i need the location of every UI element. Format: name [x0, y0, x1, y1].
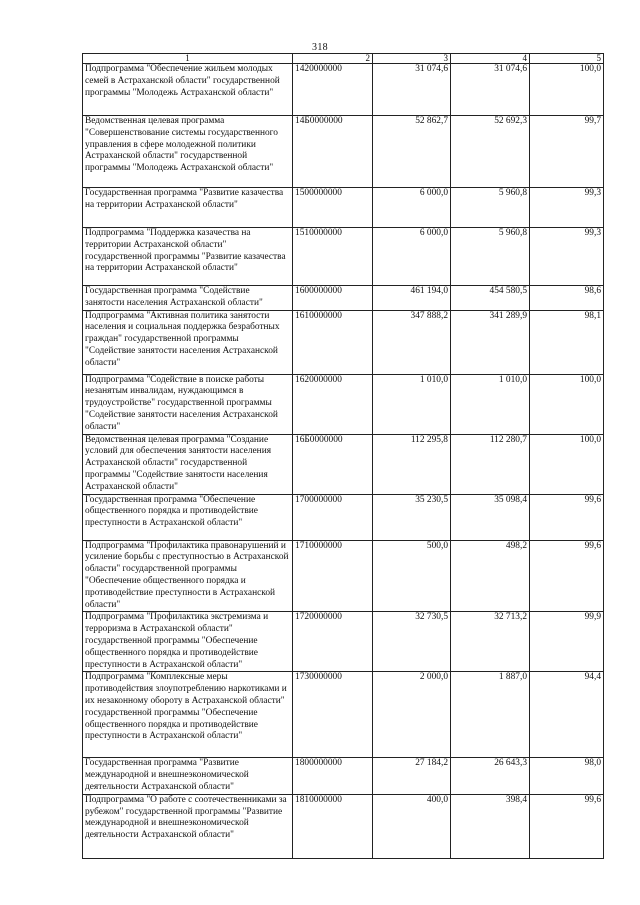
row-fact-amount-cell: 52 692,3 [451, 116, 530, 188]
row-name-cell: Государственная программа "Развитие казачества на территории Астраханской области" [83, 188, 293, 228]
row-code-cell: 1420000000 [293, 64, 373, 116]
row-plan-amount-cell: 32 730,5 [373, 612, 451, 672]
row-percent-cell: 100,0 [530, 374, 604, 434]
table-row [83, 310, 604, 374]
column-number-header-row [83, 54, 604, 64]
row-percent-cell: 99,3 [530, 188, 604, 228]
row-fact-amount-cell: 35 098,4 [451, 494, 530, 540]
row-percent-cell: 98,6 [530, 286, 604, 311]
row-percent-cell: 100,0 [530, 64, 604, 116]
row-plan-amount-cell: 347 888,2 [373, 310, 451, 374]
row-percent-cell: 99,9 [530, 612, 604, 672]
row-fact-amount-cell: 31 074,6 [451, 64, 530, 116]
row-code-cell: 1800000000 [293, 758, 373, 794]
row-plan-amount-cell: 35 230,5 [373, 494, 451, 540]
row-fact-amount-cell: 5 960,8 [451, 228, 530, 286]
row-plan-amount-cell: 6 000,0 [373, 188, 451, 228]
table-row [83, 540, 604, 612]
row-name-cell: Подпрограмма "Профилактика правонарушений и усиление борьбы с преступностью в Астраханской области" государственной программы "Обеспечение общественного порядка и противодействие преступности в Астраханской области" [83, 540, 293, 612]
table-row [83, 64, 604, 116]
row-code-cell: 16Б0000000 [293, 434, 373, 494]
column-number-1: 1 [83, 54, 293, 64]
table-row [83, 228, 604, 286]
row-plan-amount-cell: 461 194,0 [373, 286, 451, 311]
row-fact-amount-cell: 498,2 [451, 540, 530, 612]
row-name-cell: Подпрограмма "Комплексные меры противодействия злоупотреблению наркотиками и их незаконному обороту в Астраханской области" государственной программы "Обеспечение общественного порядка и противодействие преступности в Астраханской области" [83, 672, 293, 758]
table-row [83, 672, 604, 758]
table-row [83, 434, 604, 494]
table-row [83, 116, 604, 188]
table-row [83, 794, 604, 858]
page-number: 318 [312, 42, 328, 53]
row-fact-amount-cell: 32 713,2 [451, 612, 530, 672]
table-row [83, 286, 604, 311]
row-name-cell: Подпрограмма "Поддержка казачества на территории Астраханской области" государственной программы "Развитие казачества на территории Астраханской области" [83, 228, 293, 286]
row-percent-cell: 99,6 [530, 494, 604, 540]
row-name-cell: Подпрограмма "Активная политика занятости населения и социальная поддержка безработных граждан" государственной программы "Содействие занятости населения Астраханской области" [83, 310, 293, 374]
column-number-4: 4 [451, 54, 530, 64]
row-plan-amount-cell: 6 000,0 [373, 228, 451, 286]
row-percent-cell: 99,3 [530, 228, 604, 286]
row-name-cell: Государственная программа "Содействие занятости населения Астраханской области" [83, 286, 293, 311]
row-percent-cell: 100,0 [530, 434, 604, 494]
row-code-cell: 1610000000 [293, 310, 373, 374]
table-row [83, 188, 604, 228]
row-plan-amount-cell: 400,0 [373, 794, 451, 858]
row-fact-amount-cell: 26 643,3 [451, 758, 530, 794]
row-fact-amount-cell: 1 887,0 [451, 672, 530, 758]
row-name-cell: Подпрограмма "Содействие в поиске работы незанятым инвалидам, нуждающимся в трудоустройстве" государственной программы "Содействие занятости населения Астраханской области" [83, 374, 293, 434]
row-fact-amount-cell: 454 580,5 [451, 286, 530, 311]
row-code-cell: 1730000000 [293, 672, 373, 758]
column-number-3: 3 [373, 54, 451, 64]
row-fact-amount-cell: 341 289,9 [451, 310, 530, 374]
row-percent-cell: 99,7 [530, 116, 604, 188]
row-name-cell: Подпрограмма "О работе с соотечественниками за рубежом" государственной программы "Развитие международной и внешнеэкономической деятельности Астраханской области" [83, 794, 293, 858]
row-name-cell: Государственная программа "Обеспечение общественного порядка и противодействие преступности в Астраханской области" [83, 494, 293, 540]
row-code-cell: 1500000000 [293, 188, 373, 228]
row-name-cell: Ведомственная целевая программа "Совершенствование системы государственного управления в сфере молодежной политики Астраханской области" государственной программы "Молодежь Астраханской области" [83, 116, 293, 188]
table-row [83, 494, 604, 540]
row-name-cell: Ведомственная целевая программа "Создание условий для обеспечения занятости населения Астраханской области" государственной программы "Содействие занятости населения Астраханской области" [83, 434, 293, 494]
row-code-cell: 1620000000 [293, 374, 373, 434]
row-plan-amount-cell: 2 000,0 [373, 672, 451, 758]
row-code-cell: 1600000000 [293, 286, 373, 311]
row-percent-cell: 98,1 [530, 310, 604, 374]
row-fact-amount-cell: 1 010,0 [451, 374, 530, 434]
row-name-cell: Подпрограмма "Профилактика экстремизма и терроризма в Астраханской области" государственной программы "Обеспечение общественного порядка и противодействие преступности в Астраханской области" [83, 612, 293, 672]
table-row [83, 374, 604, 434]
row-plan-amount-cell: 31 074,6 [373, 64, 451, 116]
row-plan-amount-cell: 112 295,8 [373, 434, 451, 494]
row-code-cell: 1710000000 [293, 540, 373, 612]
budget-table [82, 53, 604, 859]
column-number-2: 2 [293, 54, 373, 64]
row-plan-amount-cell: 52 862,7 [373, 116, 451, 188]
row-plan-amount-cell: 500,0 [373, 540, 451, 612]
row-percent-cell: 99,6 [530, 540, 604, 612]
row-fact-amount-cell: 5 960,8 [451, 188, 530, 228]
row-fact-amount-cell: 112 280,7 [451, 434, 530, 494]
row-percent-cell: 98,0 [530, 758, 604, 794]
row-percent-cell: 99,6 [530, 794, 604, 858]
table-row [83, 758, 604, 794]
row-code-cell: 1810000000 [293, 794, 373, 858]
row-code-cell: 1510000000 [293, 228, 373, 286]
row-name-cell: Государственная программа "Развитие международной и внешнеэкономической деятельности Астраханской области" [83, 758, 293, 794]
row-percent-cell: 94,4 [530, 672, 604, 758]
row-code-cell: 1700000000 [293, 494, 373, 540]
column-number-5: 5 [530, 54, 604, 64]
row-name-cell: Подпрограмма "Обеспечение жильем молодых семей в Астраханской области" государственной программы "Молодежь Астраханской области" [83, 64, 293, 116]
row-fact-amount-cell: 398,4 [451, 794, 530, 858]
row-code-cell: 1720000000 [293, 612, 373, 672]
row-plan-amount-cell: 27 184,2 [373, 758, 451, 794]
row-plan-amount-cell: 1 010,0 [373, 374, 451, 434]
row-code-cell: 14Б0000000 [293, 116, 373, 188]
table-row [83, 612, 604, 672]
